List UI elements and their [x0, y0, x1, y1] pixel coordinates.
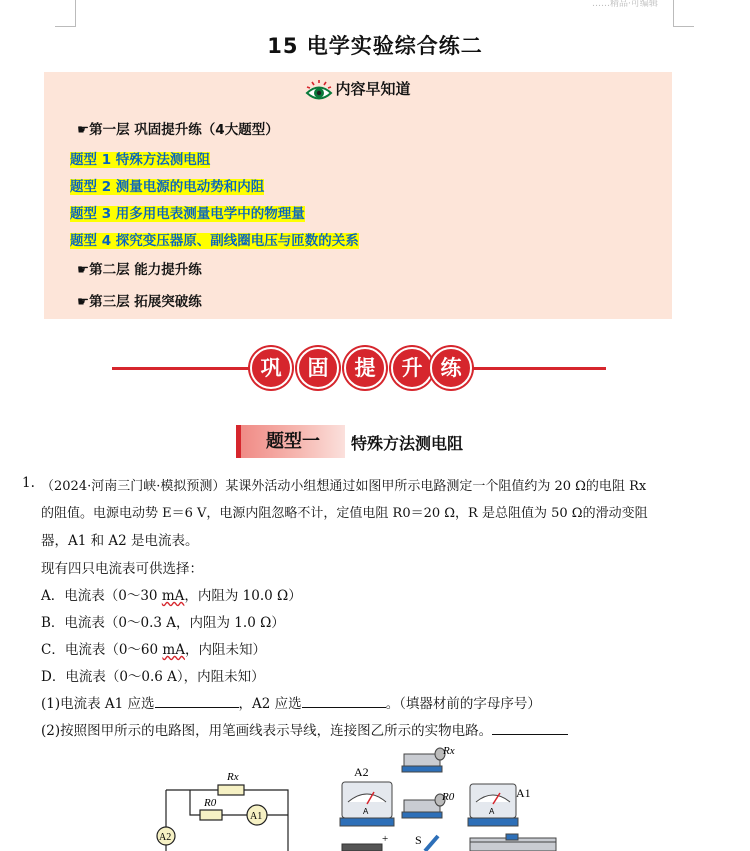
- option-b: [41, 611, 285, 631]
- question-line-2: 的阻值。电源电动势 E＝6 V，电源内阻忽略不计，定值电阻 R0＝20 Ω，R 是总阻值为 50 Ω的滑动变阻: [41, 506, 648, 521]
- sub-question-2: [41, 719, 568, 739]
- section-title: 特殊方法测电阻: [351, 434, 464, 453]
- device-illustration: [330, 742, 570, 851]
- device-label-a1: A1: [516, 786, 531, 800]
- type-link-3-text: 题型 3 用多用电表测量电学中的物理量: [70, 206, 305, 222]
- sub1-part-a: (1)电流表 A1 应选: [41, 696, 155, 712]
- circuit-wire-inner-left: [190, 790, 200, 815]
- type-link-1[interactable]: [70, 148, 210, 168]
- overview-heading-text: 内容早知道: [335, 80, 411, 98]
- page-corner-mark-right-h: [673, 26, 694, 27]
- option-a-text: A．电流表（0～30: [41, 588, 162, 604]
- option-c-unit: mA: [162, 642, 185, 658]
- option-c-rest: ，内阻未知）: [184, 642, 266, 658]
- battery-device: [342, 844, 382, 851]
- banner-char-2: 固: [297, 347, 339, 389]
- sub1-part-c: 。（填器材前的字母序号）: [385, 696, 541, 712]
- answer-blank-a2[interactable]: [302, 695, 386, 708]
- option-a-rest: ，内阻为 10.0 Ω）: [184, 588, 302, 604]
- level-item-2: ☛第二层 能力提升练: [77, 262, 202, 278]
- option-d-text: D．电流表（0～0.6 A），内阻未知）: [41, 669, 265, 685]
- banner-char-1: 巩: [250, 347, 292, 389]
- option-c-text: C．电流表（0～60: [41, 642, 163, 658]
- ammeter-a2-device: [340, 782, 394, 826]
- type-link-2[interactable]: [70, 175, 264, 195]
- question-line-3: 器，A1 和 A2 是电流表。: [41, 533, 199, 549]
- device-label-plus: +: [382, 833, 389, 845]
- sub2-text: (2)按照图甲所示的电路图，用笔画线表示导线，连接图乙所示的实物电路。: [41, 723, 493, 739]
- type-link-1-text: 题型 1 特殊方法测电阻: [70, 152, 211, 168]
- banner-char-4: 升: [391, 347, 433, 389]
- answer-blank-2[interactable]: [492, 722, 568, 735]
- device-face-a1: A: [489, 807, 495, 816]
- sub-question-1: [41, 692, 541, 712]
- type-link-4[interactable]: [70, 229, 359, 249]
- type-link-3[interactable]: [70, 202, 305, 222]
- question-number: 1.: [22, 475, 35, 491]
- banner-char-5: 练: [430, 347, 472, 389]
- option-a: [41, 584, 302, 604]
- sub1-part-b: ，A2 应选: [238, 696, 302, 712]
- option-d: [41, 665, 265, 685]
- device-label-a2: A2: [354, 765, 369, 779]
- switch-device: [425, 836, 438, 851]
- option-a-unit: mA: [161, 588, 185, 604]
- type-link-2-text: 题型 2 测量电源的电动势和内阻: [70, 179, 265, 195]
- label-rx: Rx: [227, 771, 239, 783]
- page-corner-mark-left-h: [55, 26, 76, 27]
- resistor-rx-device: [402, 748, 445, 772]
- section-tag: 题型一: [236, 425, 345, 458]
- banner-char-3: 提: [344, 347, 386, 389]
- banner-line-right: [466, 367, 606, 370]
- type-link-4-text: 题型 4 探究变压器原、副线圈电压与匝数的关系: [70, 233, 359, 249]
- level-item-3: ☛第三层 拓展突破练: [77, 294, 202, 310]
- level-item-1: ☛第一层 巩固提升练（4大题型）: [77, 122, 279, 138]
- page-corner-mark-right-v: [673, 0, 674, 26]
- answer-blank-a1[interactable]: [155, 695, 239, 708]
- resistor-r0-device: [402, 794, 445, 818]
- overview-heading: [44, 78, 672, 101]
- question-intro: 现有四只电流表可供选择：: [41, 561, 203, 577]
- label-a1: A1: [250, 811, 263, 822]
- ammeter-a1-device: [468, 784, 518, 826]
- device-label-r0: R0: [442, 791, 455, 803]
- option-c: [41, 638, 266, 658]
- resistor-rx: [218, 785, 244, 795]
- device-face-a2: A: [363, 807, 369, 816]
- eye-icon: [305, 79, 333, 101]
- document-title: 15 电学实验综合练二: [267, 34, 483, 58]
- option-b-text: B．电流表（0～0.3 A，内阻为 1.0 Ω）: [41, 615, 285, 631]
- device-label-s: S: [415, 833, 422, 847]
- overview-box: [44, 72, 672, 319]
- question-line-1: （2024·河南三门峡·模拟预测）某课外活动小组想通过如图甲所示电路测定一个阻值约为 20 Ω的电阻 Rx: [41, 479, 647, 494]
- banner-line-left: [112, 367, 252, 370]
- label-a2: A2: [159, 832, 172, 843]
- device-label-rx: Rx: [443, 745, 455, 757]
- rheostat-device: [470, 834, 556, 851]
- page-corner-mark-left-v: [75, 0, 76, 26]
- resistor-r0: [200, 810, 222, 820]
- circuit-diagram: [150, 760, 300, 851]
- label-r0: R0: [204, 797, 217, 809]
- header-corner-text: ……精品·可编辑: [592, 0, 658, 9]
